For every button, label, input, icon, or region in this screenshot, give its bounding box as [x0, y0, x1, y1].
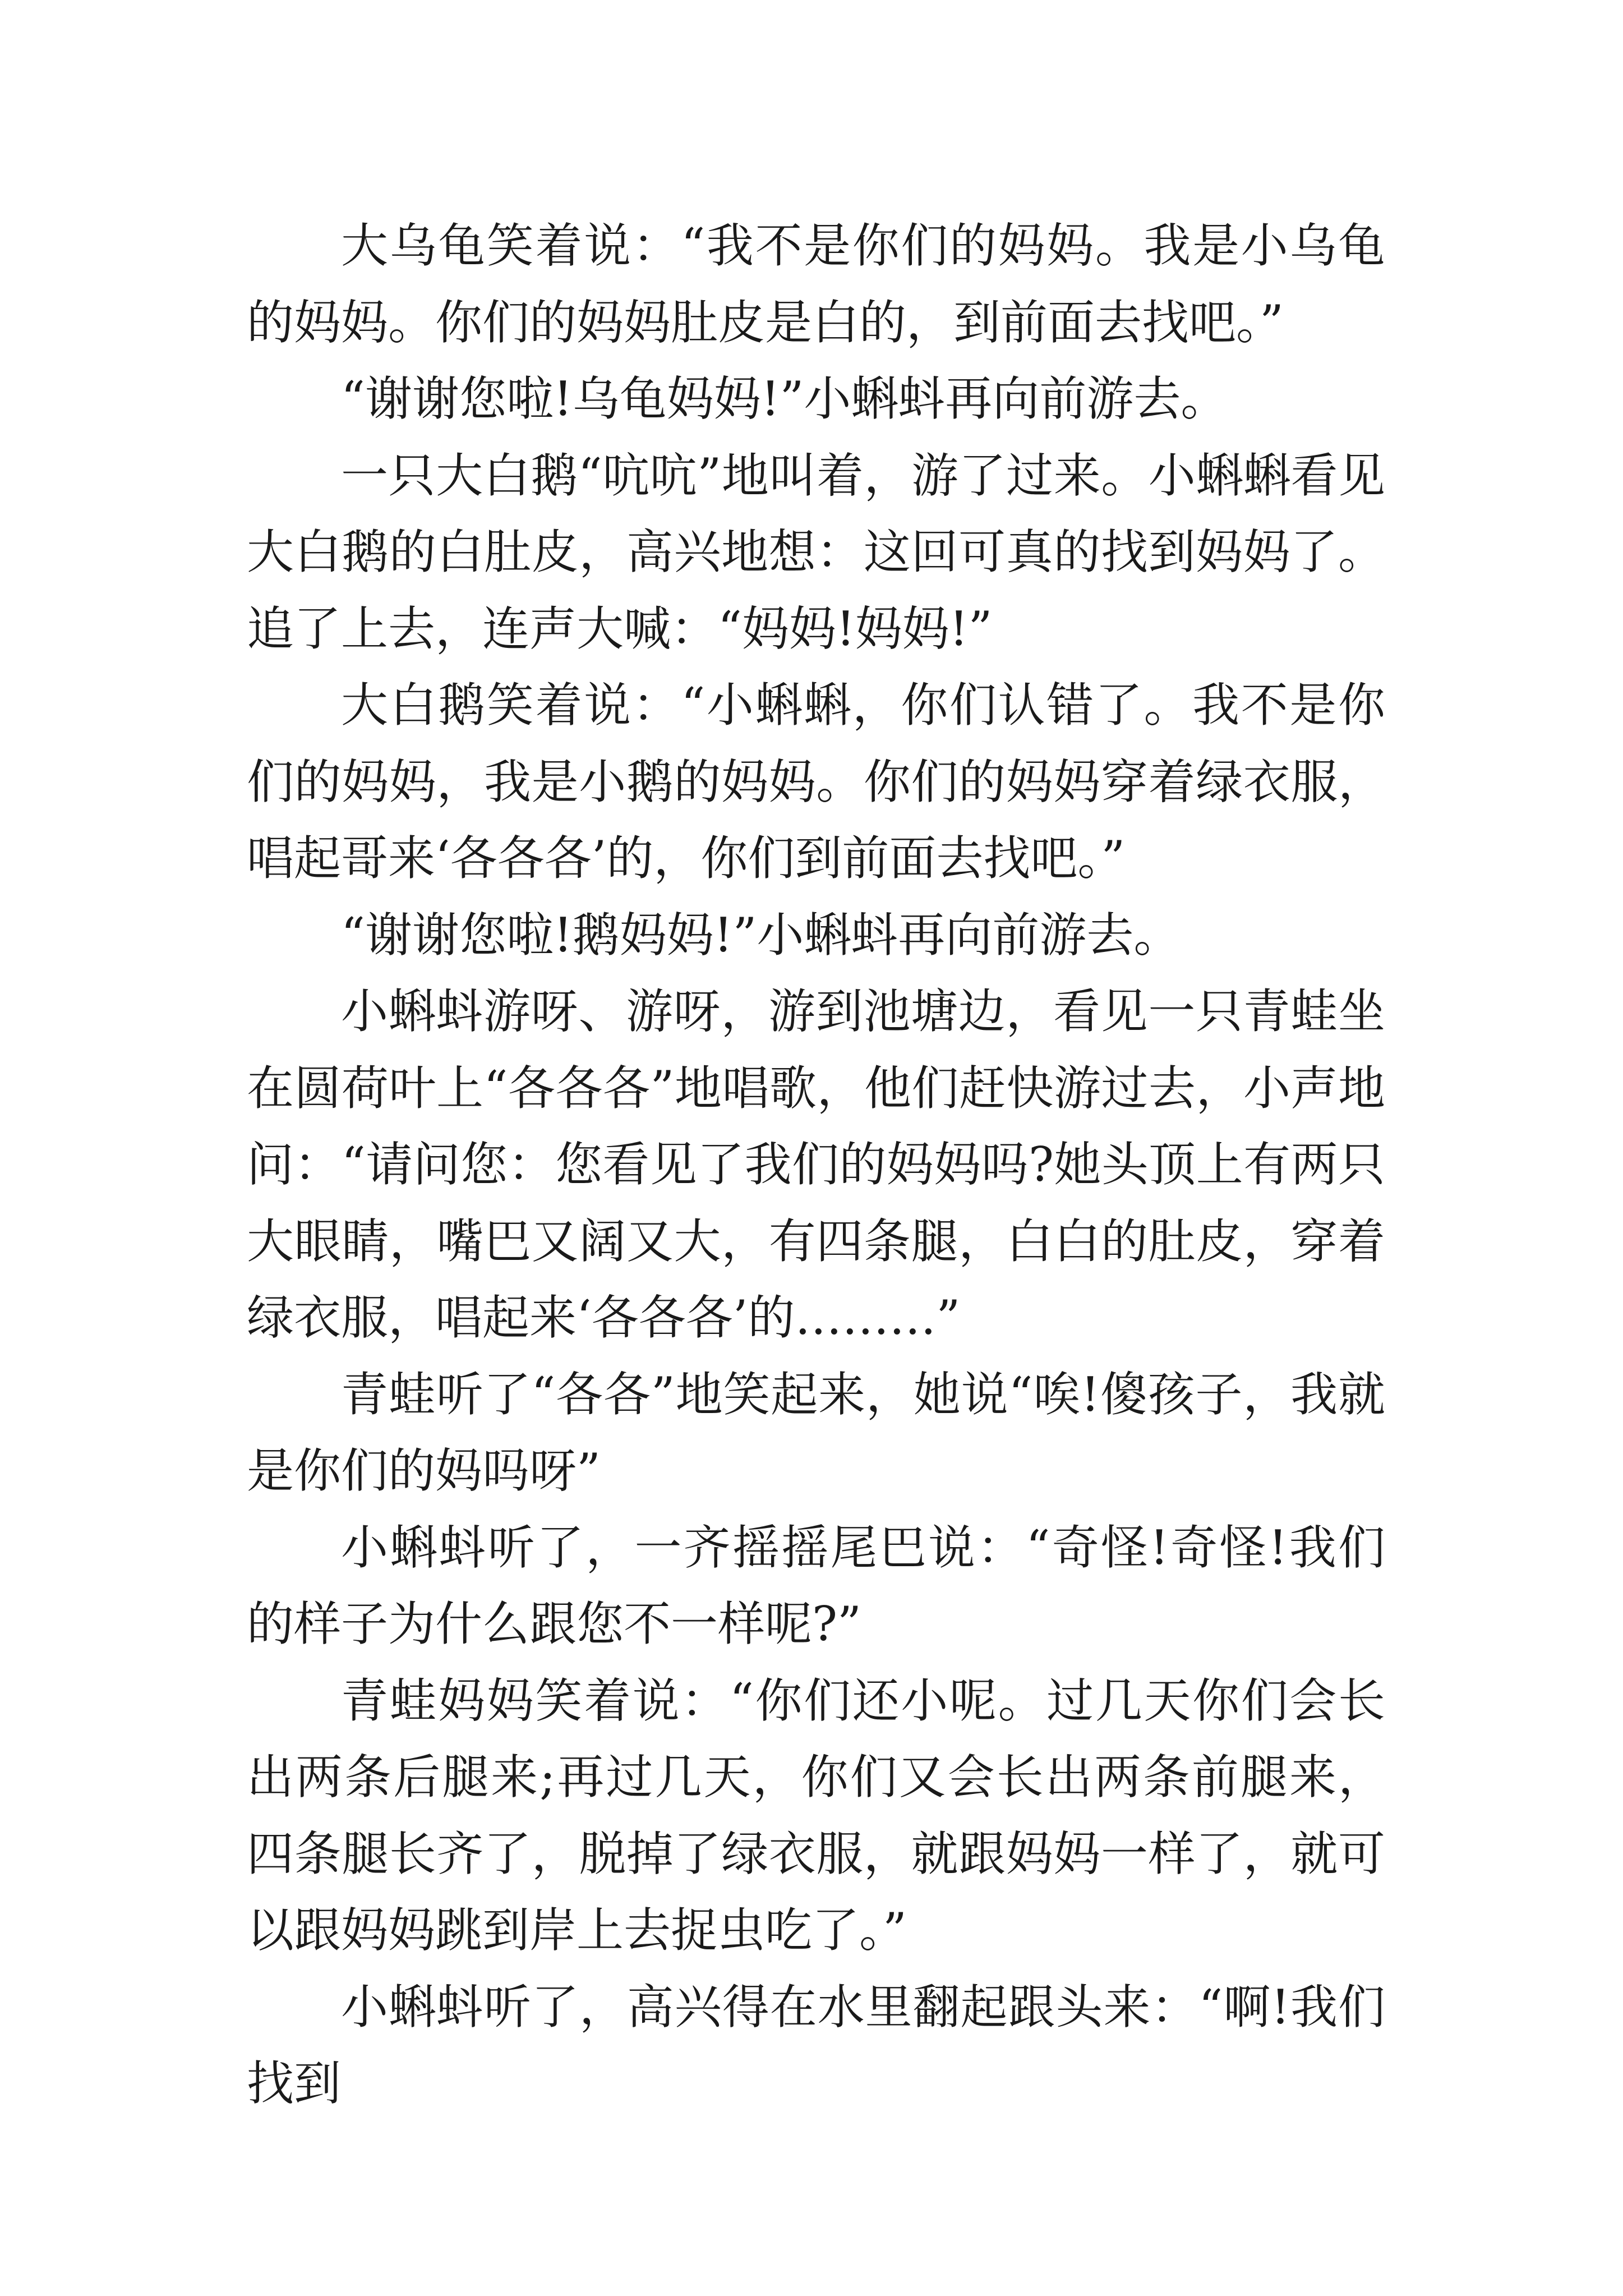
- paragraph-6: 小蝌蚪游呀、游呀，游到池塘边，看见一只青蛙坐在圆荷叶上“各各各”地唱歌，他们赶快游过去，小声地问：“请问您：您看见了我们的妈妈吗?她头顶上有两只大眼睛，嘴巴又阔又大，有四条腿，白白的肚皮，穿着绿衣服，唱起来‘各各各’的………”: [247, 984, 1385, 1345]
- paragraph-5: “谢谢您啦!鹅妈妈!”小蝌蚪再向前游去。: [341, 907, 1181, 963]
- paragraph-4: 大白鹅笑着说：“小蝌蝌，你们认错了。我不是你们的妈妈，我是小鹅的妈妈。你们的妈妈穿着绿衣服，唱起哥来‘各各各’的，你们到前面去找吧。”: [247, 678, 1385, 886]
- paragraph-10: 小蝌蚪听了，高兴得在水里翻起跟头来：“啊!我们找到: [247, 1979, 1385, 2111]
- paragraph-8: 小蝌蚪听了，一齐摇摇尾巴说：“奇怪!奇怪!我们的样子为什么跟您不一样呢?”: [247, 1520, 1385, 1651]
- paragraph-1: 大乌龟笑着说：“我不是你们的妈妈。我是小乌龟的妈妈。你们的妈妈肚皮是白的，到前面去找吧。”: [247, 218, 1385, 350]
- paragraph-2: “谢谢您啦!乌龟妈妈!”小蝌蚪再向前游去。: [341, 371, 1228, 426]
- story-text: [247, 208, 1385, 2122]
- paragraph-7: 青蛙听了“各各”地笑起来，她说“唉!傻孩子，我就是你们的妈吗呀”: [247, 1366, 1385, 1498]
- paragraph-9: 青蛙妈妈笑着说：“你们还小呢。过几天你们会长出两条后腿来;再过几天，你们又会长出两条前腿来，四条腿长齐了，脱掉了绿衣服，就跟妈妈一样了，就可以跟妈妈跳到岸上去捉虫吃了。”: [247, 1673, 1385, 1958]
- paragraph-3: 一只大白鹅“吭吭”地叫着，游了过来。小蝌蝌看见大白鹅的白肚皮，高兴地想：这回可真的找到妈妈了。追了上去，连声大喊：“妈妈!妈妈!”: [247, 448, 1385, 656]
